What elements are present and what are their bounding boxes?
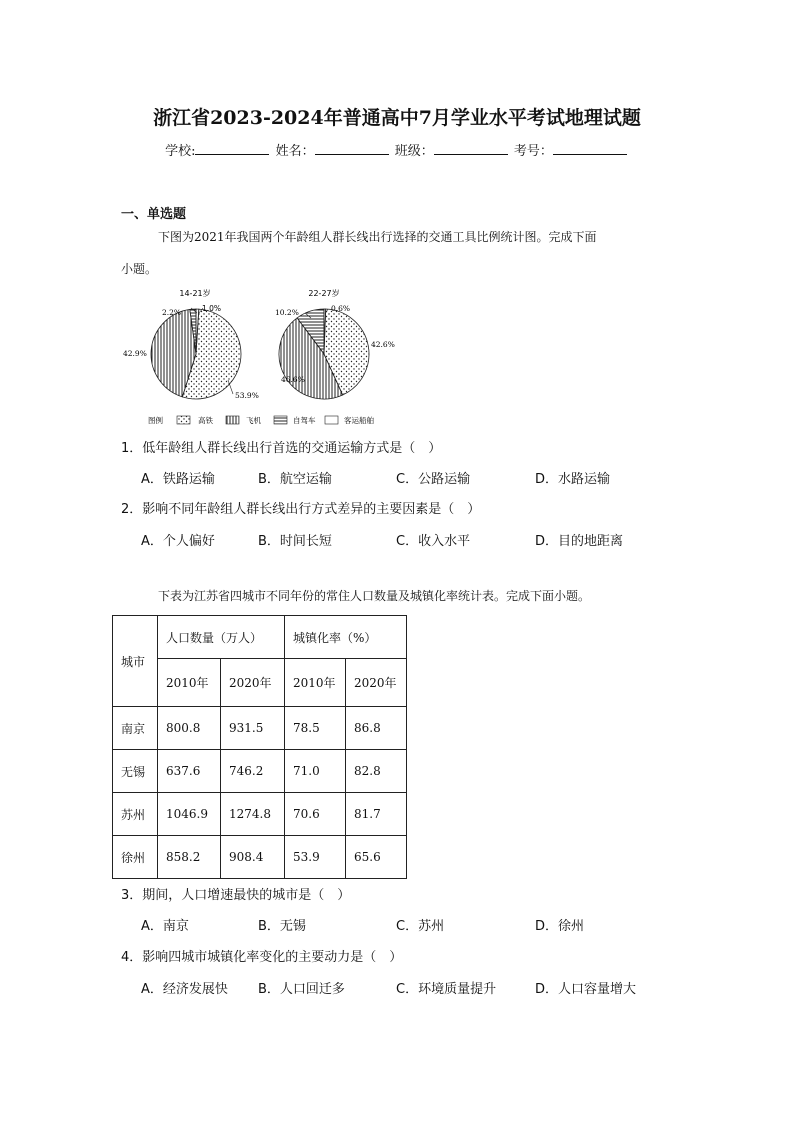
- q2-option-d[interactable]: D．目的地距离: [535, 534, 624, 549]
- section-heading: 一、单选题: [121, 207, 187, 222]
- q3-option-b[interactable]: B．无锡: [258, 919, 306, 934]
- legend-plane: 飞机: [246, 416, 261, 425]
- pie2-title: 22-27岁: [308, 289, 340, 298]
- table-year-header: 2010年: [285, 659, 346, 707]
- table-cell-city: 无锡: [113, 750, 158, 793]
- school-blank[interactable]: [195, 142, 269, 155]
- legend-rail: 高铁: [198, 416, 213, 425]
- table-cell: 858.2: [158, 836, 221, 879]
- name-label: 姓名：: [275, 144, 315, 159]
- table-row: [113, 793, 407, 836]
- legend-car: 自驾车: [293, 416, 316, 425]
- legend-swatch-plane: [226, 416, 239, 424]
- class-blank[interactable]: [434, 142, 508, 155]
- pie2-label-rail: 42.6%: [371, 340, 395, 349]
- table-cell: 82.8: [346, 750, 407, 793]
- pie2-label-plane: 46.6%: [281, 375, 305, 384]
- q2-option-a[interactable]: A．个人偏好: [141, 534, 215, 549]
- pie2-label-car: 10.2%: [275, 308, 299, 317]
- table-cell: 637.6: [158, 750, 221, 793]
- question-4: 4．影响四城市城镇化率变化的主要动力是（ ）: [121, 950, 403, 965]
- city-data-table: [112, 615, 407, 879]
- table-cell: 1046.9: [158, 793, 221, 836]
- name-blank[interactable]: [315, 142, 389, 155]
- q4-option-d[interactable]: D．人口容量增大: [535, 982, 637, 997]
- school-label: 学校:: [165, 144, 196, 159]
- table-cell-city: 苏州: [113, 793, 158, 836]
- q2-option-c[interactable]: C．收入水平: [396, 534, 471, 549]
- pie1-title: 14-21岁: [179, 289, 211, 298]
- q1-option-b[interactable]: B．航空运输: [258, 472, 332, 487]
- number-label: 考号：: [513, 144, 553, 159]
- class-label: 班级：: [394, 144, 434, 159]
- table-cell-city: 南京: [113, 707, 158, 750]
- pie1-label-car: 2.2%: [162, 308, 182, 317]
- page-title: 浙江省2023-2024年普通高中7月学业水平考试地理试题: [153, 107, 641, 129]
- question-2: 2．影响不同年龄组人群长线出行方式差异的主要因素是（ ）: [121, 502, 481, 517]
- intro-line-1: 下图为2021年我国两个年龄组人群长线出行选择的交通工具比例统计图。完成下面: [158, 230, 597, 244]
- legend-swatch-ship: [325, 416, 338, 424]
- q1-option-a[interactable]: A．铁路运输: [141, 472, 215, 487]
- question-1: 1．低年龄组人群长线出行首选的交通运输方式是（ ）: [121, 441, 442, 456]
- table-year-header: 2020年: [221, 659, 285, 707]
- table-cell: 70.6: [285, 793, 346, 836]
- pie-charts-figure: [115, 285, 415, 430]
- table-cell-city: 徐州: [113, 836, 158, 879]
- table-cell: 65.6: [346, 836, 407, 879]
- legend-swatch-car: [274, 416, 287, 424]
- table-cell: 81.7: [346, 793, 407, 836]
- table-row: [113, 750, 407, 793]
- q3-option-a[interactable]: A．南京: [141, 919, 189, 934]
- table-cell: 746.2: [221, 750, 285, 793]
- q2-option-b[interactable]: B．时间长短: [258, 534, 332, 549]
- table-header-city: 城市: [113, 616, 158, 707]
- q3-option-d[interactable]: D．徐州: [535, 919, 585, 934]
- q3-option-c[interactable]: C．苏州: [396, 919, 445, 934]
- table-header-population: 人口数量（万人）: [158, 616, 285, 659]
- table-cell: 800.8: [158, 707, 221, 750]
- q4-option-c[interactable]: C．环境质量提升: [396, 982, 497, 997]
- table-row: [113, 707, 407, 750]
- table-year-header: 2010年: [158, 659, 221, 707]
- table-cell: 71.0: [285, 750, 346, 793]
- pie2-label-ship: 0.6%: [331, 304, 351, 313]
- q4-option-b[interactable]: B．人口回迁多: [258, 982, 345, 997]
- table-cell: 86.8: [346, 707, 407, 750]
- table-header-urbanization: 城镇化率（%）: [285, 616, 407, 659]
- q4-option-a[interactable]: A．经济发展快: [141, 982, 228, 997]
- student-info: [0, 140, 794, 159]
- pie-chart-22-27: [279, 309, 369, 399]
- q1-option-d[interactable]: D．水路运输: [535, 472, 611, 487]
- intro-text-2: 下表为江苏省四城市不同年份的常住人口数量及城镇化率统计表。完成下面小题。: [158, 589, 591, 603]
- legend-title: 图例: [148, 416, 163, 425]
- table-cell: 78.5: [285, 707, 346, 750]
- pie-chart-14-21: [151, 309, 241, 399]
- pie1-label-ship: 1.0%: [202, 304, 222, 313]
- pie1-label-plane: 42.9%: [123, 349, 147, 358]
- q1-option-c[interactable]: C．公路运输: [396, 472, 471, 487]
- intro-line-2: 小题。: [121, 262, 158, 276]
- table-cell: 908.4: [221, 836, 285, 879]
- question-3: 3．期间，人口增速最快的城市是（ ）: [121, 888, 351, 903]
- legend-ship: 客运船舶: [344, 416, 374, 425]
- table-cell: 53.9: [285, 836, 346, 879]
- number-blank[interactable]: [553, 142, 627, 155]
- table-row: [113, 836, 407, 879]
- table-year-header: 2020年: [346, 659, 407, 707]
- legend-swatch-rail: [177, 416, 190, 424]
- pie1-label-rail: 53.9%: [235, 391, 259, 400]
- table-cell: 931.5: [221, 707, 285, 750]
- table-cell: 1274.8: [221, 793, 285, 836]
- intro-text-1: [121, 221, 681, 285]
